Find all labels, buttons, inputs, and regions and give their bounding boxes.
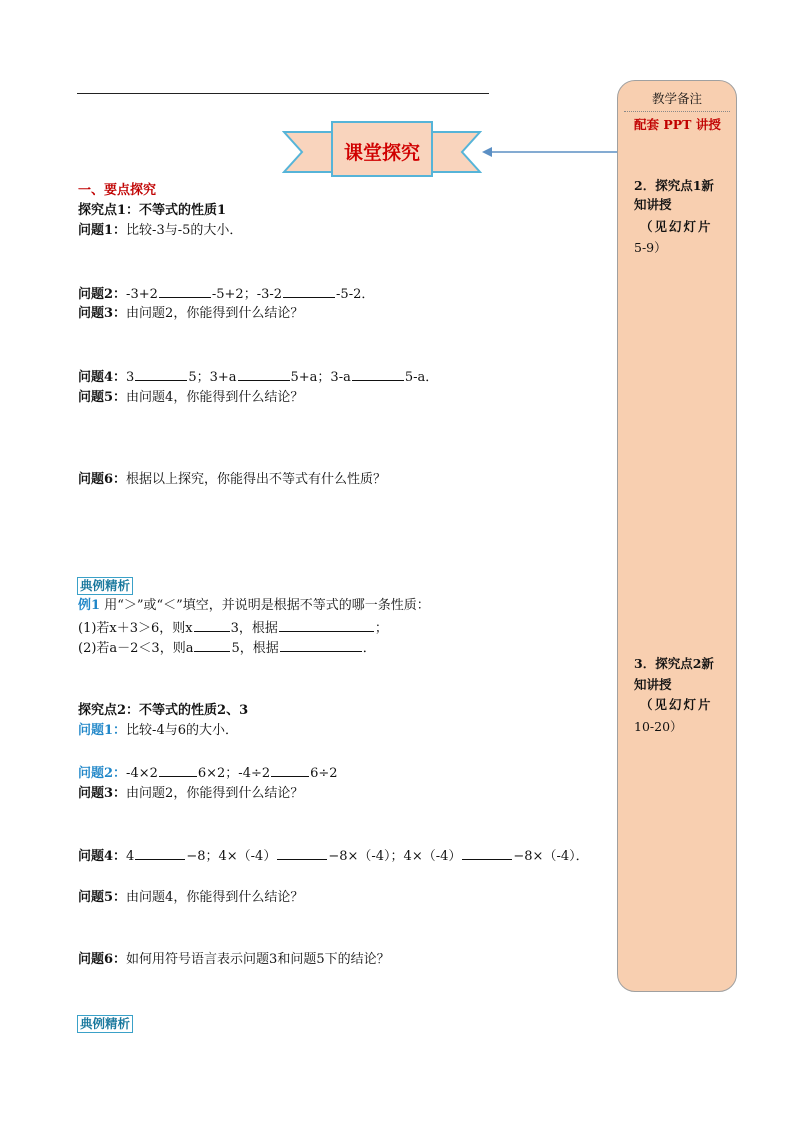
point1-title: 探究点1：不等式的性质1 — [78, 203, 227, 218]
q-text: 5-a． — [404, 370, 439, 385]
banner-title: 课堂探究 — [343, 142, 420, 164]
p1-q5 — [78, 389, 303, 407]
answer-blank[interactable] — [352, 368, 404, 381]
sidebar-ppt-line — [634, 115, 721, 134]
answer-blank[interactable] — [159, 285, 211, 298]
q-text: 由问题4，你能得到什么结论？ — [126, 890, 304, 905]
q-text: 如何用符号语言表示问题3和问题5下的结论？ — [126, 952, 390, 967]
answer-blank[interactable] — [283, 285, 335, 298]
q-text: 4 — [126, 849, 135, 864]
answer-blank[interactable] — [277, 847, 327, 860]
example-label: 例1 — [78, 598, 101, 613]
q-text: -5+2；-3-2 — [211, 287, 283, 302]
p2-q4 — [78, 847, 589, 866]
q-text: 5，根据 — [231, 641, 279, 656]
p2-q1 — [78, 722, 238, 740]
example-line-1 — [78, 619, 388, 638]
q-text: 5；3+a — [188, 370, 237, 385]
q-text: −8；4×（-4） — [186, 849, 277, 864]
answer-blank[interactable] — [135, 847, 185, 860]
example-intro — [78, 597, 430, 615]
sidebar-note-1: 5-9） — [634, 240, 667, 255]
p1-q2 — [78, 285, 374, 304]
q-label: 问题3： — [78, 786, 127, 801]
q-text: −8×（-4）；4×（-4） — [328, 849, 462, 864]
q-text: 根据以上探究，你能得出不等式有什么性质？ — [126, 472, 387, 487]
example-tag: 典例精析 — [77, 577, 133, 595]
sidebar-heading: 教学备注 — [651, 91, 702, 106]
q-text: 由问题2，你能得到什么结论？ — [126, 306, 304, 321]
answer-blank[interactable] — [462, 847, 512, 860]
q-text: 3 — [126, 370, 135, 385]
q-text: -4×2 — [126, 766, 158, 781]
p1-q6 — [78, 471, 386, 489]
p2-q5 — [78, 889, 303, 907]
q-text: 比较-4与6的大小． — [126, 723, 238, 738]
q-text: -5-2． — [336, 287, 375, 302]
example-text: 用“＞”或“＜”填空，并说明是根据不等式的哪一条性质： — [104, 598, 430, 613]
sidebar-note-2: 知讲授 — [634, 677, 672, 692]
q-text: 6÷2 — [310, 766, 338, 781]
sidebar-text: PPT — [663, 117, 692, 132]
sidebar-note-2: 10-20） — [634, 719, 683, 734]
q-text: (1)若x＋3＞6，则x — [78, 621, 193, 636]
sidebar-text: （见幻灯片 — [640, 219, 713, 234]
point2-title: 探究点2：不等式的性质2、3 — [78, 703, 249, 718]
answer-blank[interactable] — [194, 619, 230, 632]
p2-q2 — [78, 764, 338, 783]
answer-blank[interactable] — [159, 764, 197, 777]
q-text: 3，根据 — [230, 621, 278, 636]
pointer-arrow — [480, 145, 620, 159]
q-text: 比较-3与-5的大小． — [126, 223, 243, 238]
q-label: 问题4： — [78, 849, 127, 864]
q-label: 问题1： — [78, 723, 127, 738]
p1-q1 — [78, 222, 242, 240]
q-text: ； — [374, 621, 388, 636]
q-text: 由问题2，你能得到什么结论？ — [126, 786, 304, 801]
p2-q3 — [78, 785, 303, 803]
p1-q3 — [78, 305, 303, 323]
q-label: 问题2： — [78, 766, 127, 781]
q-text: -3+2 — [126, 287, 158, 302]
teaching-notes-sidebar — [617, 80, 737, 992]
sidebar-note-2 — [640, 695, 713, 714]
answer-blank[interactable] — [280, 639, 362, 652]
p2-q6 — [78, 951, 390, 969]
q-text: −8×（-4）． — [513, 849, 589, 864]
sidebar-note-1: 知讲授 — [634, 197, 672, 212]
top-rule — [77, 93, 489, 94]
q-text: ． — [362, 641, 376, 656]
sidebar-note-2: 3．探究点2新 — [634, 656, 714, 671]
q-text: 6×2；-4÷2 — [197, 766, 271, 781]
p1-q4 — [78, 368, 438, 387]
q-text: 5+a；3-a — [290, 370, 351, 385]
example-line-2 — [78, 639, 376, 658]
q-label: 问题5： — [78, 890, 127, 905]
q-label: 问题2： — [78, 287, 127, 302]
answer-blank[interactable] — [271, 764, 309, 777]
q-label: 问题6： — [78, 472, 127, 487]
example-tag-2: 典例精析 — [77, 1015, 133, 1033]
sidebar-note-1: 2．探究点1新 — [634, 178, 714, 193]
sidebar-text: （见幻灯片 — [640, 697, 713, 712]
answer-blank[interactable] — [279, 619, 374, 632]
q-label: 问题1： — [78, 223, 127, 238]
answer-blank[interactable] — [194, 639, 230, 652]
q-text: (2)若a－2＜3，则a — [78, 641, 194, 656]
q-label: 问题3： — [78, 306, 127, 321]
sidebar-text: 讲授 — [695, 117, 721, 132]
answer-blank[interactable] — [135, 368, 187, 381]
answer-blank[interactable] — [238, 368, 290, 381]
q-label: 问题5： — [78, 390, 127, 405]
sidebar-note-1 — [640, 217, 713, 236]
section-heading: 一、要点探究 — [78, 183, 157, 198]
q-label: 问题6： — [78, 952, 127, 967]
q-text: 由问题4，你能得到什么结论？ — [126, 390, 304, 405]
sidebar-text: 配套 — [634, 117, 660, 132]
q-label: 问题4： — [78, 370, 127, 385]
sidebar-divider — [624, 111, 730, 112]
